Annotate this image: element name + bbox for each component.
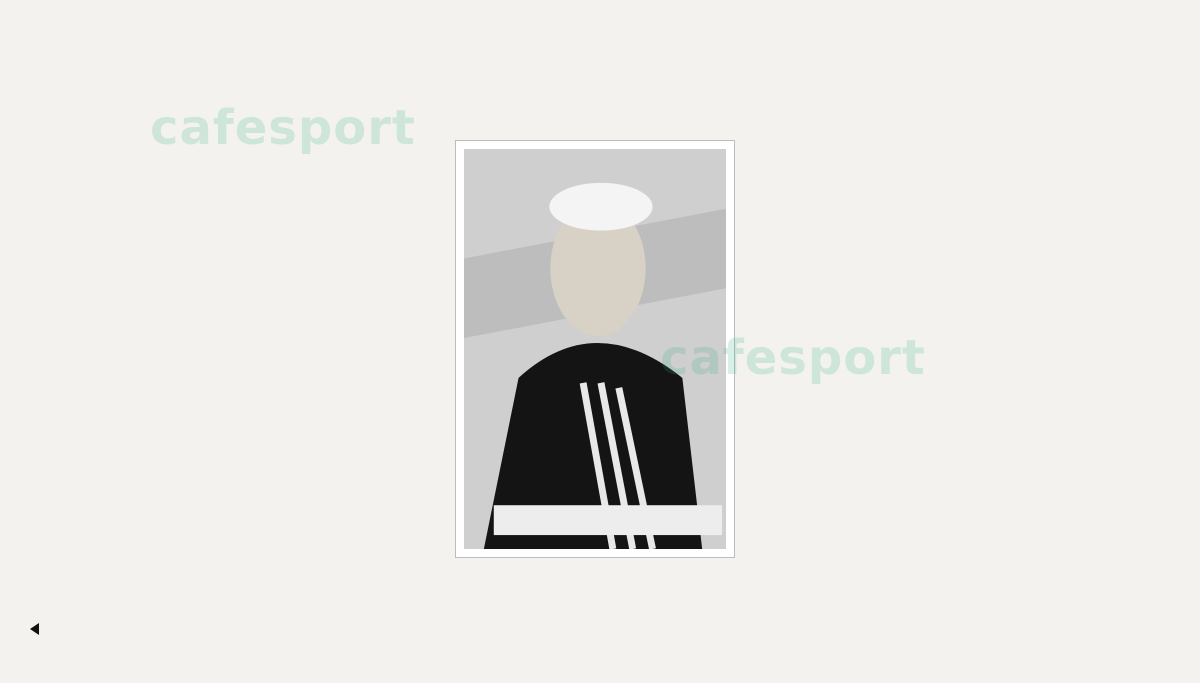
- photo-frame: [455, 140, 735, 558]
- byline-marker-icon: [30, 623, 39, 635]
- headline: [280, 55, 1160, 125]
- byline: [24, 618, 39, 637]
- watermark-1: cafesport: [150, 100, 416, 156]
- coach-photo: [464, 149, 726, 549]
- watermark-2: cafesport: [660, 330, 926, 386]
- coach-photo-illustration: [464, 149, 726, 549]
